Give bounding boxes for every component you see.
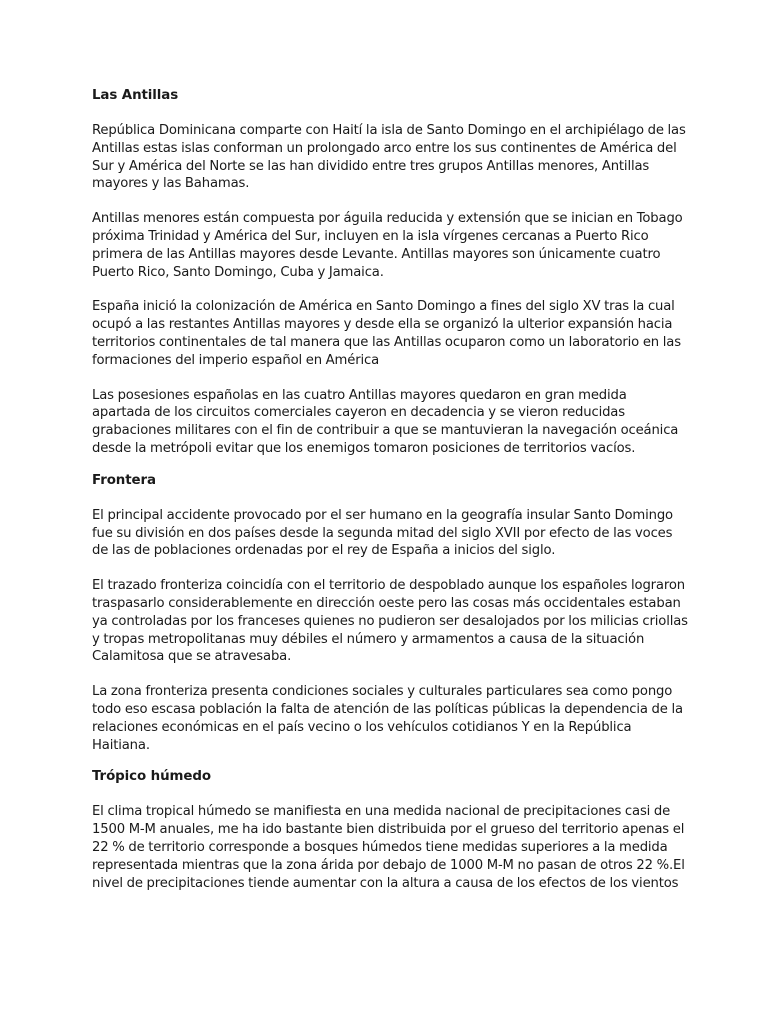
- paragraph: Antillas menores están compuesta por águila reducida y extensión que se inician en Tobago próxima Trinidad y América del Sur, incluyen en la isla vírgenes cercanas a Puerto Rico primera de las Antillas mayores desde Levante. Antillas mayores son únicamente cuatro Puerto Rico, Santo Domingo, Cuba y Jamaica.: [92, 211, 683, 280]
- paragraph: España inició la colonización de América en Santo Domingo a fines del siglo XV tras la cual ocupó a las restantes Antillas mayores y desde ella se organizó la ulterior expansión hacia territorios continentales de tal manera que las Antillas ocuparon como un laboratorio en las formaciones del imperio español en América: [92, 299, 681, 368]
- paragraph: La zona fronteriza presenta condiciones sociales y culturales particulares sea como pongo todo eso escasa población la falta de atención de las políticas públicas la dependencia de la relaciones económicas en el país vecino o los vehículos cotidianos Y en la República Haitiana.: [92, 684, 683, 753]
- section-heading: Las Antillas: [92, 88, 179, 103]
- section-las-antillas: [92, 87, 688, 458]
- paragraph: República Dominicana comparte con Haití la isla de Santo Domingo en el archipiélago de las Antillas estas islas conforman un prolongado arco entre los sus continentes de América del Sur y América del Norte se las han dividido entre tres grupos Antillas menores, Antillas mayores y las Bahamas.: [92, 123, 686, 192]
- section-heading: Trópico húmedo: [92, 769, 211, 785]
- section-heading: Frontera: [92, 472, 156, 488]
- paragraph: Las posesiones españolas en las cuatro Antillas mayores quedaron en gran medida apartada de los circuitos comerciales cayeron en decadencia y se vieron reducidas grabaciones militares con el fin de contribuir a que se mantuvieran la navegación oceánica desde la metrópoli evitar que los enemigos tomaron posiciones de territorios vacíos.: [92, 387, 679, 456]
- section-frontera: [92, 472, 688, 755]
- paragraph: El trazado fronteriza coincidía con el territorio de despoblado aunque los españoles lograron traspasarlo considerablemente en dirección oeste pero las cosas más occidentales estaban ya controladas por los franceses quienes no pudieron ser desalojados por los milicias criollas y tropas metropolitanas muy débiles el número y armamentos a causa de la situación Calamitosa que se atravesaba.: [92, 578, 688, 665]
- paragraph: El clima tropical húmedo se manifiesta en una medida nacional de precipitaciones casi de 1500 M-M anuales, me ha ido bastante bien distribuida por el grueso del territorio apenas el 22 % de territorio corresponde a bosques húmedos tiene medidas superiores a la medida representada mientras que la zona árida por debajo de 1000 M-M no pasan de otros 22 %.El nivel de precipitaciones tiende aumentar con la altura a causa de los efectos de los vientos: [92, 804, 685, 891]
- paragraph: El principal accidente provocado por el ser humano en la geografía insular Santo Domingo fue su división en dos países desde la segunda mitad del siglo XVII por efecto de las voces de las de poblaciones ordenadas por el rey de España a inicios del siglo.: [92, 507, 673, 559]
- section-tropico-humedo: [92, 768, 688, 892]
